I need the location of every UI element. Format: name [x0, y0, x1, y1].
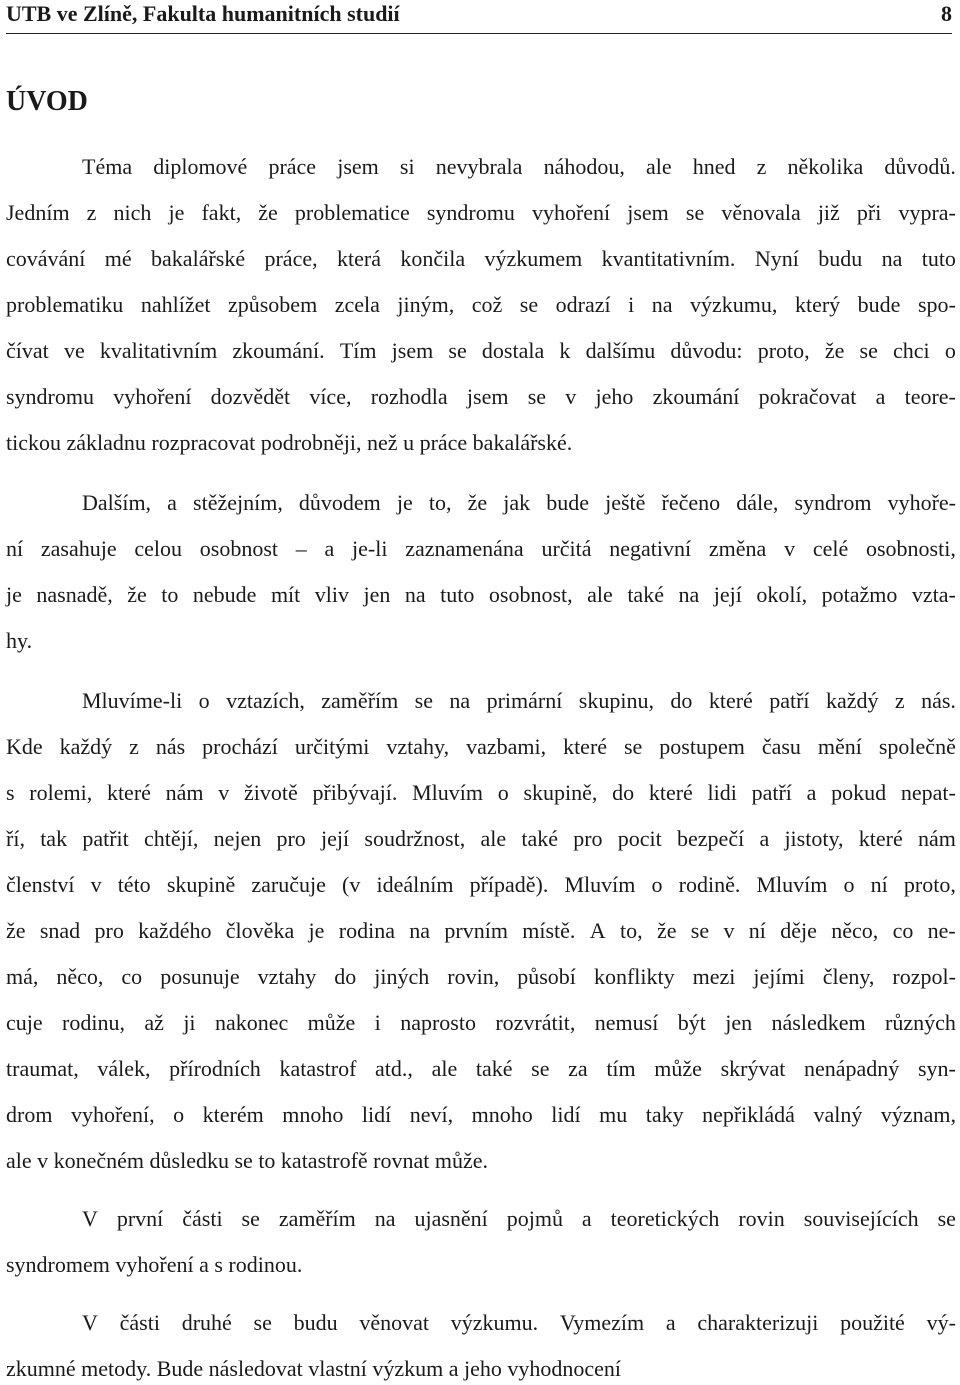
text-line: drom vyhoření, o kterém mnoho lidí neví, mnoho lidí mu taky nepřikládá valný význam, — [6, 1102, 956, 1127]
text-line: cuje rodinu, až ji nakonec může i naprosto rozvrátit, nemusí být jen následkem různých — [6, 1010, 956, 1035]
header-title: UTB ve Zlíně, Fakulta humanitních studií — [6, 1, 400, 26]
text-line: traumat, válek, přírodních katastrof atd., ale také se za tím může skrývat nenápadný syn- — [6, 1056, 956, 1081]
page-number: 8 — [941, 1, 952, 26]
text-line: že snad pro každého člověka je rodina na prvním místě. A to, že se v ní děje něco, co ne- — [6, 918, 956, 943]
text-line: s rolemi, které nám v životě přibývají. Mluvím o skupině, do které lidi patří a pokud nepat- — [6, 780, 956, 805]
text-line: má, něco, co posunuje vztahy do jiných rovin, působí konflikty mezi jejími členy, rozpol- — [6, 964, 956, 989]
text-line: Kde každý z nás prochází určitými vztahy, vazbami, které se postupem času mění společně — [6, 734, 956, 759]
text-line: tickou základnu rozpracovat podrobněji, než u práce bakalářské. — [6, 430, 573, 455]
section-heading: ÚVOD — [6, 86, 88, 117]
text-line: Téma diplomové práce jsem si nevybrala náhodou, ale hned z několika důvodů. — [82, 154, 956, 179]
text-line: ří, tak patřit chtějí, nejen pro její soudržnost, ale také pro pocit bezpečí a jistoty, které nám — [6, 826, 956, 851]
text-line: covávání mé bakalářské práce, která končila výzkumem kvantitativním. Nyní budu na tuto — [6, 246, 956, 271]
text-line: ale v konečném důsledku se to katastrofě rovnat může. — [6, 1148, 489, 1173]
text-line: V části druhé se budu věnovat výzkumu. Vymezím a charakterizuji použité vý- — [82, 1310, 956, 1335]
text-line: ní zasahuje celou osobnost – a je-li zaznamenána určitá negativní změna v celé osobnosti, — [6, 536, 956, 561]
text-line: problematiku nahlížet způsobem zcela jiným, což se odrazí i na výzkumu, který bude spo- — [6, 292, 956, 317]
text-line: Jedním z nich je fakt, že problematice syndromu vyhoření jsem se věnovala již při vypra- — [6, 200, 956, 225]
text-line: zkumné metody. Bude následovat vlastní výzkum a jeho vyhodnocení — [6, 1356, 622, 1381]
text-line: V první části se zaměřím na ujasnění pojmů a teoretických rovin souvisejících se — [82, 1206, 956, 1231]
text-line: členství v této skupině zaručuje (v ideálním případě). Mluvím o rodině. Mluvím o ní proto, — [6, 872, 956, 897]
text-line: Mluvíme-li o vztazích, zaměřím se na primární skupinu, do které patří každý z nás. — [82, 688, 956, 713]
text-line: syndromu vyhoření dozvědět více, rozhodla jsem se v jeho zkoumání pokračovat a teore- — [6, 384, 956, 409]
text-line: je nasnadě, že to nebude mít vliv jen na tuto osobnost, ale také na její okolí, potažmo vzta- — [6, 582, 956, 607]
text-line: Dalším, a stěžejním, důvodem je to, že jak bude ještě řečeno dále, syndrom vyhoře- — [82, 490, 956, 515]
text-line: čívat ve kvalitativním zkoumání. Tím jsem se dostala k dalšímu důvodu: proto, že se chci o — [6, 338, 956, 363]
page-header — [6, 0, 952, 34]
text-line: syndromem vyhoření a s rodinou. — [6, 1252, 303, 1277]
text-line: hy. — [6, 628, 33, 653]
